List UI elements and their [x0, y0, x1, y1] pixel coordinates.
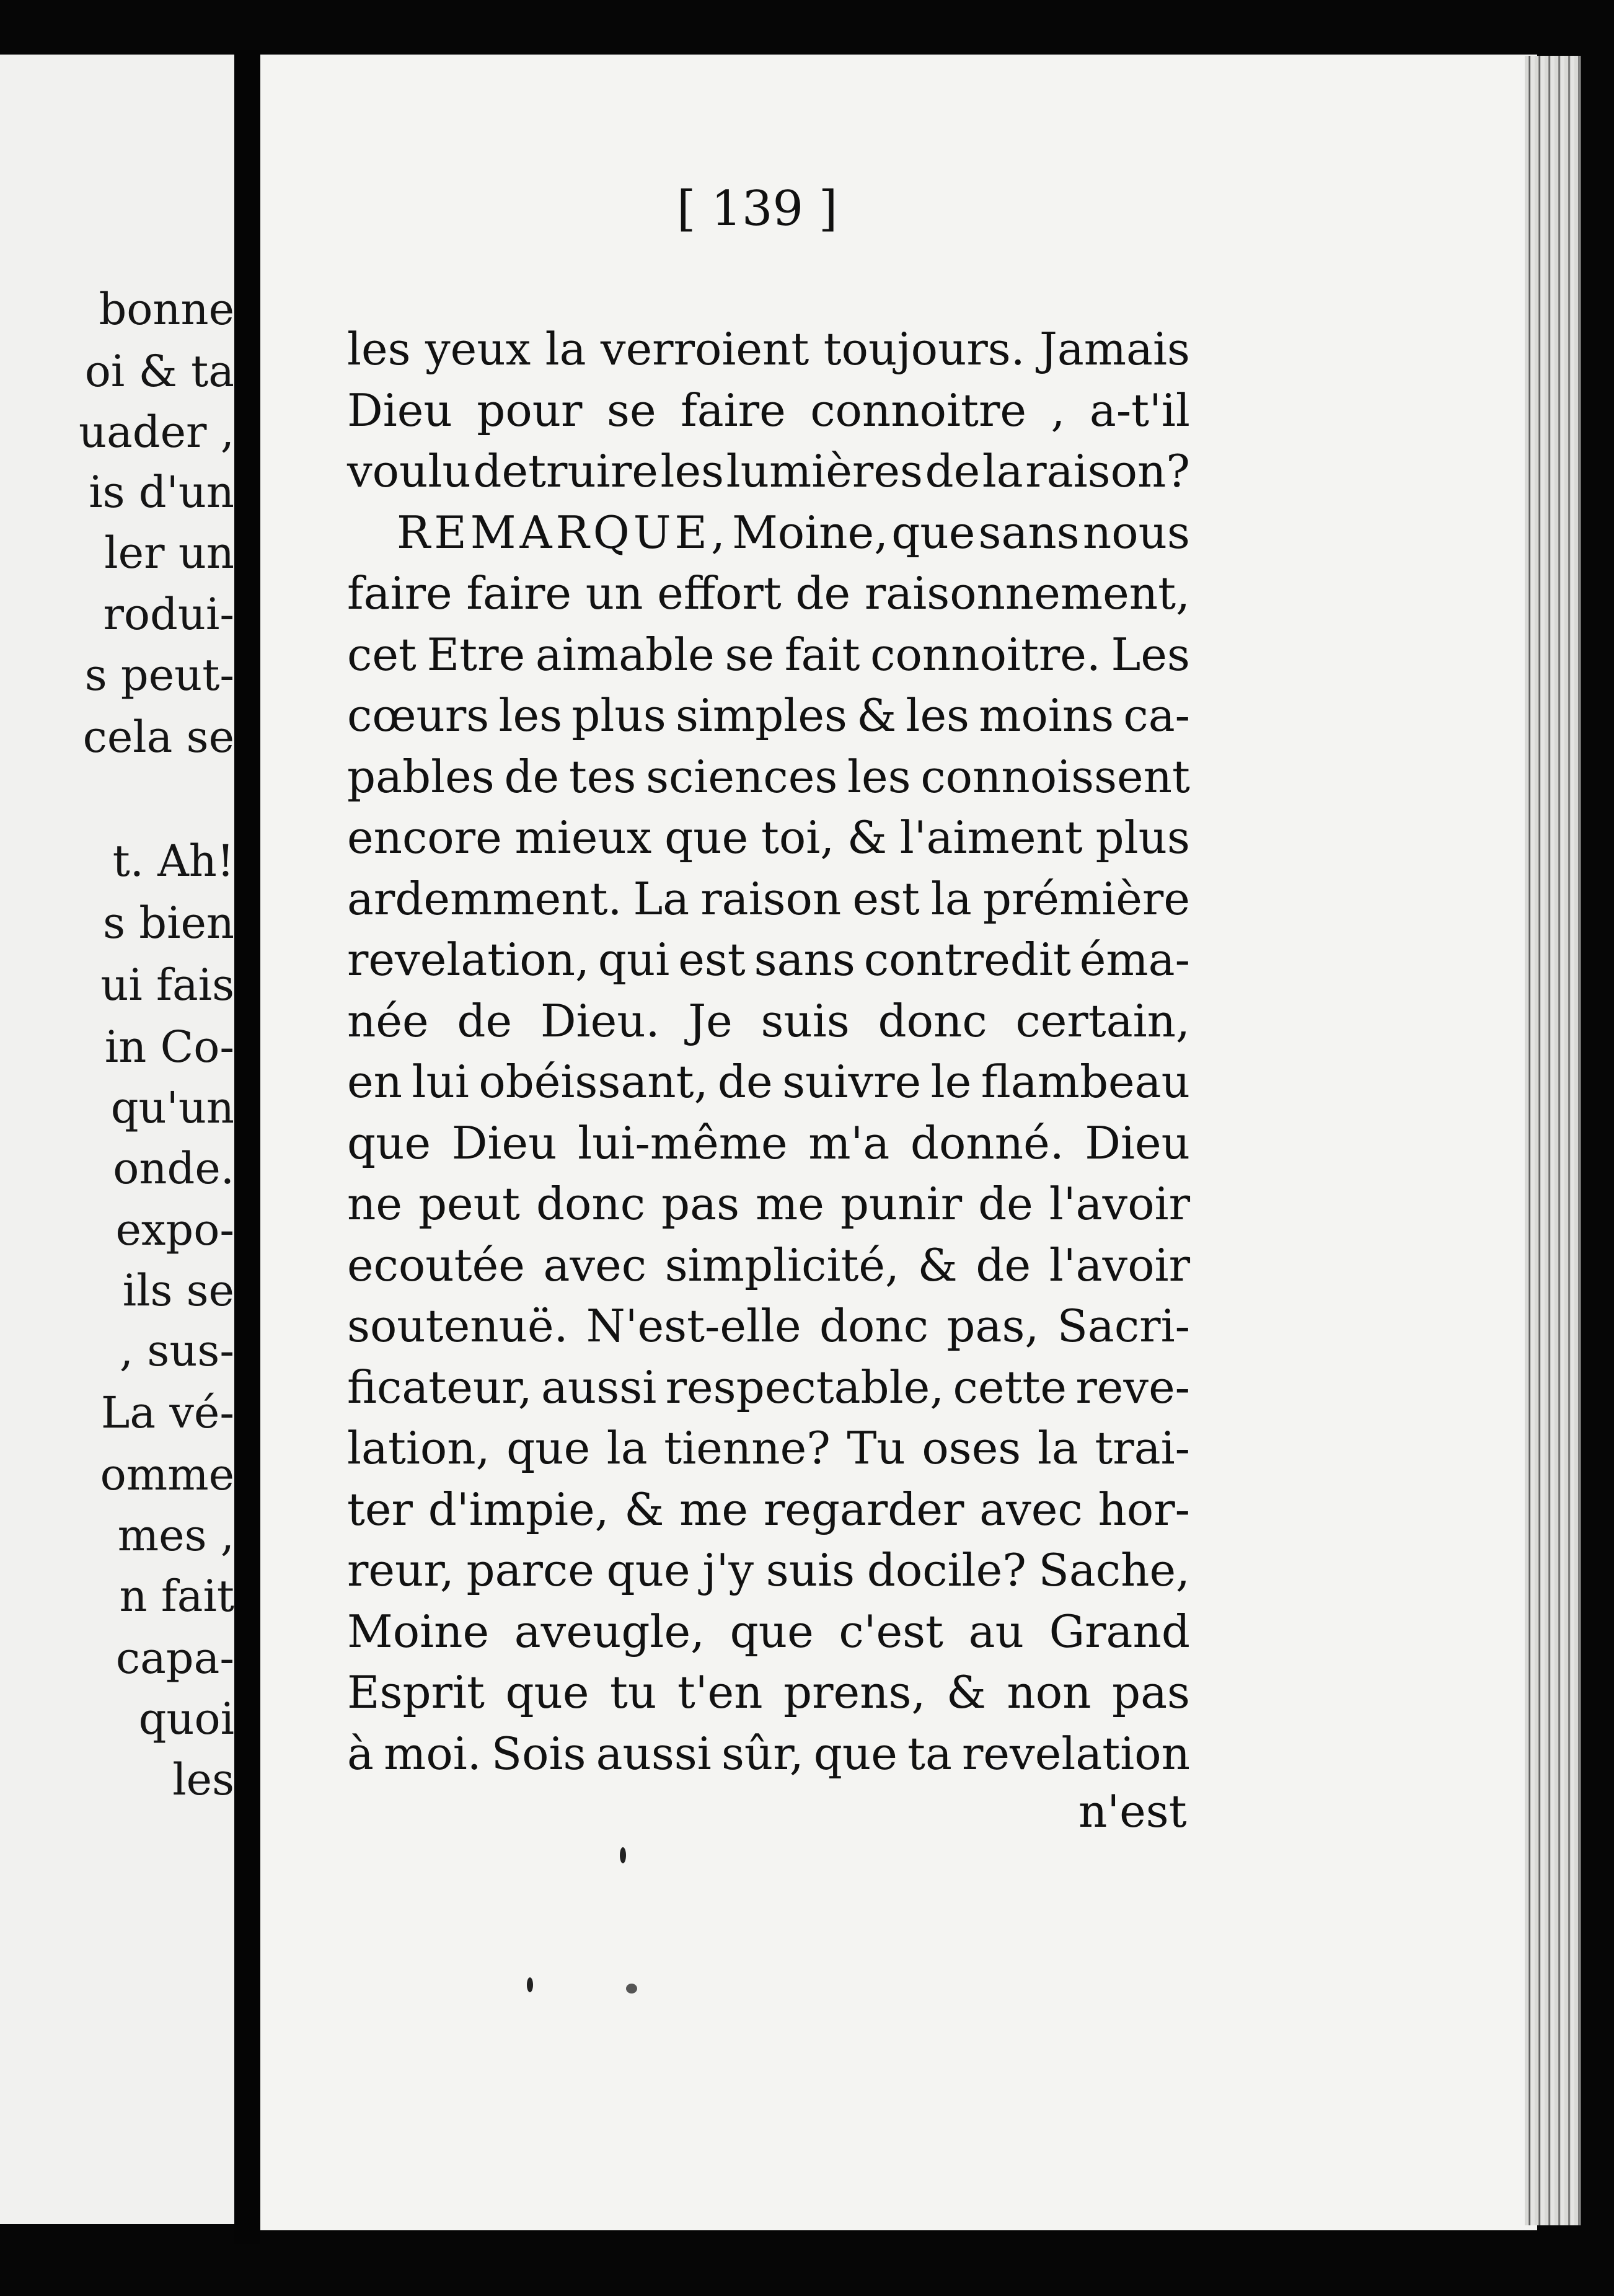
- text-line: Moine aveugle, que c'est au Grand: [347, 1605, 1190, 1658]
- left-page-line: capa-: [115, 1633, 234, 1684]
- text-line: Dieu pour se faire connoitre , a-t'il: [347, 384, 1190, 436]
- text-line: Esprit que tu t'en prens, & non pas: [347, 1666, 1190, 1718]
- text-line: en lui obéissant, de suivre le flambeau: [347, 1056, 1190, 1108]
- text-line: lation, que la tienne? Tu oses la trai-: [347, 1422, 1190, 1474]
- left-page-line: n fait: [119, 1571, 234, 1622]
- left-page-line: omme: [100, 1449, 234, 1500]
- page-number: [ 139 ]: [677, 181, 838, 237]
- text-line: ter d'impie, & me regarder avec hor-: [347, 1483, 1190, 1535]
- ink-speck: [527, 1977, 533, 1992]
- text-line: revelation, qui est sans contredit éma-: [347, 934, 1190, 986]
- text-line: ecoutée avec simplicité, & de l'avoir: [347, 1239, 1190, 1291]
- catchword: n'est: [1078, 1785, 1187, 1837]
- book-gutter: [234, 50, 260, 2244]
- text-line: ne peut donc pas me punir de l'avoir: [347, 1178, 1190, 1230]
- text-line: faire faire un effort de raisonnement,: [347, 567, 1190, 619]
- left-page-line: bonne: [99, 284, 234, 335]
- text-line: les yeux la verroient toujours. Jamais: [347, 323, 1190, 375]
- text-line: pables de tes sciences les connoissent: [347, 750, 1190, 803]
- left-page-line: mes ,: [117, 1510, 234, 1561]
- left-page-line: ui fais: [100, 960, 234, 1010]
- left-page-line: cela se: [82, 712, 234, 762]
- left-page-line: ils se: [122, 1265, 234, 1316]
- left-page-line: s bien: [103, 898, 234, 948]
- left-page-line: qu'un: [110, 1082, 234, 1133]
- left-page-line: onde.: [113, 1143, 234, 1194]
- text-line: voulu detruire les lumières de la raison?: [347, 445, 1190, 497]
- text-line: REMARQUE, Moine, que sans nous: [397, 506, 1190, 559]
- left-page-line: uader ,: [78, 407, 234, 457]
- left-page-line: ler un: [104, 528, 234, 578]
- left-page-line: is d'un: [89, 467, 234, 518]
- left-page-line: quoi: [138, 1693, 234, 1744]
- left-page-line: oi & ta: [84, 346, 234, 397]
- body-text: [347, 319, 1190, 1784]
- left-page-line: les: [172, 1754, 234, 1805]
- left-page-line: t. Ah!: [112, 836, 234, 886]
- text-line: à moi. Sois aussi sûr, que ta revelation: [347, 1727, 1190, 1780]
- text-line: soutenuë. N'est-elle donc pas, Sacri-: [347, 1300, 1190, 1352]
- left-page: [0, 55, 234, 2224]
- ink-speck: [620, 1847, 626, 1863]
- left-page-line: expo-: [115, 1204, 234, 1255]
- left-page-line: in Co-: [104, 1022, 234, 1072]
- page-edge: [1525, 56, 1581, 2225]
- left-page-line: rodui-: [103, 589, 234, 640]
- text-line: ardemment. La raison est la prémière: [347, 872, 1190, 925]
- left-page-line: s peut-: [84, 650, 234, 700]
- left-page-line: La vé-: [100, 1387, 234, 1438]
- text-line: cet Etre aimable se fait connoitre. Les: [347, 628, 1190, 681]
- text-line: encore mieux que toi, & l'aiment plus: [347, 811, 1190, 863]
- text-line: née de Dieu. Je suis donc certain,: [347, 994, 1190, 1047]
- text-line: ficateur, aussi respectable, cette reve-: [347, 1361, 1190, 1413]
- text-line: que Dieu lui-même m'a donné. Dieu: [347, 1116, 1190, 1169]
- left-page-line: , sus-: [119, 1325, 234, 1376]
- text-line: cœurs les plus simples & les moins ca-: [347, 689, 1190, 741]
- text-line: reur, parce que j'y suis docile? Sache,: [347, 1544, 1190, 1596]
- ink-speck: [626, 1984, 637, 1994]
